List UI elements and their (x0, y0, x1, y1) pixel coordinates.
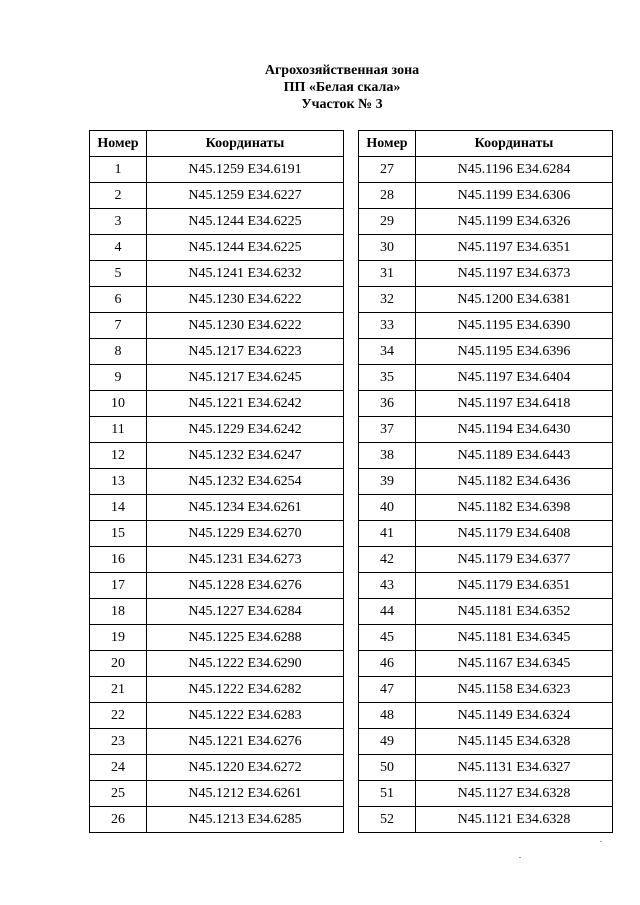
point-coordinates: N45.1189 E34.6443 (416, 443, 613, 469)
point-number: 15 (90, 521, 147, 547)
table-header-row (90, 131, 344, 157)
point-number: 40 (359, 495, 416, 521)
point-number: 29 (359, 209, 416, 235)
point-coordinates: N45.1222 E34.6290 (147, 651, 344, 677)
table-row (359, 573, 613, 599)
table-row (359, 651, 613, 677)
point-number: 30 (359, 235, 416, 261)
point-coordinates: N45.1181 E34.6352 (416, 599, 613, 625)
point-coordinates: N45.1244 E34.6225 (147, 209, 344, 235)
point-coordinates: N45.1179 E34.6351 (416, 573, 613, 599)
point-number: 51 (359, 781, 416, 807)
point-number: 16 (90, 547, 147, 573)
point-coordinates: N45.1182 E34.6436 (416, 469, 613, 495)
point-number: 9 (90, 365, 147, 391)
point-number: 18 (90, 599, 147, 625)
point-coordinates: N45.1149 E34.6324 (416, 703, 613, 729)
table-row (90, 781, 344, 807)
point-number: 4 (90, 235, 147, 261)
point-coordinates: N45.1121 E34.6328 (416, 807, 613, 833)
table-row (90, 495, 344, 521)
point-number: 28 (359, 183, 416, 209)
point-coordinates: N45.1145 E34.6328 (416, 729, 613, 755)
table-row (359, 157, 613, 183)
point-number: 41 (359, 521, 416, 547)
table-row (90, 261, 344, 287)
table-row (90, 521, 344, 547)
point-coordinates: N45.1195 E34.6396 (416, 339, 613, 365)
point-coordinates: N45.1213 E34.6285 (147, 807, 344, 833)
point-coordinates: N45.1182 E34.6398 (416, 495, 613, 521)
point-number: 3 (90, 209, 147, 235)
point-number: 27 (359, 157, 416, 183)
point-coordinates: N45.1230 E34.6222 (147, 287, 344, 313)
table-row (359, 495, 613, 521)
table-row (359, 339, 613, 365)
table-row (90, 547, 344, 573)
point-coordinates: N45.1222 E34.6283 (147, 703, 344, 729)
title-line-plot: Участок № 3 (301, 97, 383, 112)
point-number: 13 (90, 469, 147, 495)
point-coordinates: N45.1197 E34.6418 (416, 391, 613, 417)
table-row (359, 391, 613, 417)
point-number: 34 (359, 339, 416, 365)
table-row (90, 365, 344, 391)
point-number: 22 (90, 703, 147, 729)
point-coordinates: N45.1259 E34.6191 (147, 157, 344, 183)
scan-speck (519, 857, 521, 858)
point-coordinates: N45.1195 E34.6390 (416, 313, 613, 339)
point-coordinates: N45.1230 E34.6222 (147, 313, 344, 339)
point-coordinates: N45.1227 E34.6284 (147, 599, 344, 625)
point-number: 47 (359, 677, 416, 703)
point-number: 48 (359, 703, 416, 729)
point-coordinates: N45.1221 E34.6242 (147, 391, 344, 417)
point-number: 25 (90, 781, 147, 807)
table-row (90, 417, 344, 443)
point-coordinates: N45.1158 E34.6323 (416, 677, 613, 703)
table-row (90, 339, 344, 365)
point-number: 14 (90, 495, 147, 521)
point-coordinates: N45.1220 E34.6272 (147, 755, 344, 781)
point-number: 35 (359, 365, 416, 391)
table-row (90, 677, 344, 703)
point-number: 1 (90, 157, 147, 183)
table-row (359, 521, 613, 547)
point-number: 21 (90, 677, 147, 703)
table-row (90, 573, 344, 599)
point-number: 20 (90, 651, 147, 677)
table-row (90, 625, 344, 651)
point-number: 45 (359, 625, 416, 651)
table-row (90, 313, 344, 339)
table-row (359, 287, 613, 313)
point-coordinates: N45.1232 E34.6247 (147, 443, 344, 469)
table-row (359, 703, 613, 729)
point-coordinates: N45.1167 E34.6345 (416, 651, 613, 677)
table-row (359, 417, 613, 443)
header-coordinates: Координаты (416, 131, 613, 157)
table-row (90, 391, 344, 417)
point-number: 26 (90, 807, 147, 833)
table-row (359, 729, 613, 755)
coordinates-table-left (89, 130, 344, 833)
table-row (359, 365, 613, 391)
point-coordinates: N45.1221 E34.6276 (147, 729, 344, 755)
point-coordinates: N45.1197 E34.6373 (416, 261, 613, 287)
point-coordinates: N45.1199 E34.6326 (416, 209, 613, 235)
table-row (90, 209, 344, 235)
table-row (359, 547, 613, 573)
table-row (359, 677, 613, 703)
point-number: 46 (359, 651, 416, 677)
point-coordinates: N45.1241 E34.6232 (147, 261, 344, 287)
table-row (90, 807, 344, 833)
point-number: 42 (359, 547, 416, 573)
point-coordinates: N45.1231 E34.6273 (147, 547, 344, 573)
point-number: 33 (359, 313, 416, 339)
table-row (90, 183, 344, 209)
point-coordinates: N45.1234 E34.6261 (147, 495, 344, 521)
point-number: 32 (359, 287, 416, 313)
header-coordinates: Координаты (147, 131, 344, 157)
title-line-zone: Агрохозяйственная зона (264, 63, 420, 78)
table-row (359, 599, 613, 625)
point-coordinates: N45.1232 E34.6254 (147, 469, 344, 495)
point-coordinates: N45.1229 E34.6270 (147, 521, 344, 547)
header-number: Номер (90, 131, 147, 157)
point-number: 50 (359, 755, 416, 781)
table-row (90, 755, 344, 781)
point-number: 17 (90, 573, 147, 599)
table-header-row (359, 131, 613, 157)
point-coordinates: N45.1225 E34.6288 (147, 625, 344, 651)
point-number: 24 (90, 755, 147, 781)
point-coordinates: N45.1228 E34.6276 (147, 573, 344, 599)
point-number: 6 (90, 287, 147, 313)
table-row (90, 469, 344, 495)
scan-speck (600, 841, 602, 842)
point-number: 38 (359, 443, 416, 469)
point-coordinates: N45.1131 E34.6327 (416, 755, 613, 781)
table-row (359, 625, 613, 651)
table-row (359, 781, 613, 807)
table-row (90, 599, 344, 625)
table-row (359, 755, 613, 781)
point-coordinates: N45.1179 E34.6377 (416, 547, 613, 573)
table-row (359, 209, 613, 235)
point-coordinates: N45.1196 E34.6284 (416, 157, 613, 183)
table-row (359, 313, 613, 339)
point-number: 5 (90, 261, 147, 287)
point-number: 7 (90, 313, 147, 339)
point-coordinates: N45.1127 E34.6328 (416, 781, 613, 807)
point-number: 23 (90, 729, 147, 755)
table-row (90, 651, 344, 677)
point-number: 49 (359, 729, 416, 755)
point-coordinates: N45.1244 E34.6225 (147, 235, 344, 261)
point-coordinates: N45.1199 E34.6306 (416, 183, 613, 209)
table-row (90, 443, 344, 469)
point-coordinates: N45.1229 E34.6242 (147, 417, 344, 443)
point-number: 44 (359, 599, 416, 625)
point-coordinates: N45.1217 E34.6223 (147, 339, 344, 365)
header-number: Номер (359, 131, 416, 157)
point-number: 36 (359, 391, 416, 417)
point-coordinates: N45.1179 E34.6408 (416, 521, 613, 547)
table-row (90, 703, 344, 729)
point-coordinates: N45.1197 E34.6351 (416, 235, 613, 261)
table-row (359, 235, 613, 261)
point-coordinates: N45.1194 E34.6430 (416, 417, 613, 443)
point-number: 12 (90, 443, 147, 469)
point-coordinates: N45.1200 E34.6381 (416, 287, 613, 313)
table-row (359, 183, 613, 209)
table-row (359, 469, 613, 495)
title-line-site: ПП «Белая скала» (283, 80, 401, 95)
point-number: 8 (90, 339, 147, 365)
document-title (0, 62, 640, 113)
point-number: 31 (359, 261, 416, 287)
point-number: 39 (359, 469, 416, 495)
point-number: 43 (359, 573, 416, 599)
point-number: 19 (90, 625, 147, 651)
point-coordinates: N45.1181 E34.6345 (416, 625, 613, 651)
coordinates-table-right (358, 130, 613, 833)
table-row (90, 157, 344, 183)
table-row (90, 729, 344, 755)
point-number: 11 (90, 417, 147, 443)
table-row (359, 261, 613, 287)
point-number: 37 (359, 417, 416, 443)
point-number: 10 (90, 391, 147, 417)
point-coordinates: N45.1259 E34.6227 (147, 183, 344, 209)
point-coordinates: N45.1217 E34.6245 (147, 365, 344, 391)
point-coordinates: N45.1222 E34.6282 (147, 677, 344, 703)
point-coordinates: N45.1212 E34.6261 (147, 781, 344, 807)
point-coordinates: N45.1197 E34.6404 (416, 365, 613, 391)
table-row (359, 443, 613, 469)
table-row (359, 807, 613, 833)
point-number: 52 (359, 807, 416, 833)
point-number: 2 (90, 183, 147, 209)
table-row (90, 235, 344, 261)
table-row (90, 287, 344, 313)
